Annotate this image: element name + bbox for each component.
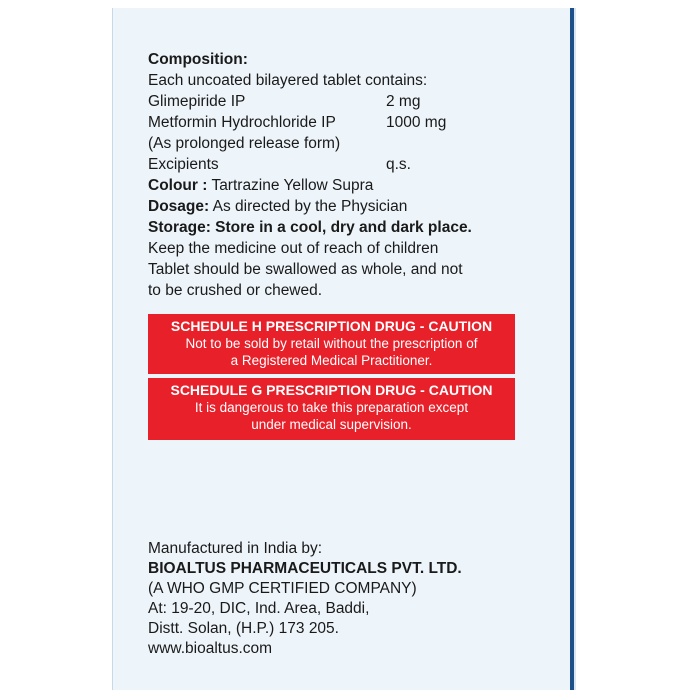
ingredient-amount: 2 mg xyxy=(386,93,421,110)
schedule-g-text: under medical supervision. xyxy=(251,417,412,432)
dosage-value: As directed by the Physician xyxy=(212,198,408,215)
schedule-h-caution-box xyxy=(148,314,515,374)
composition-heading: Composition: xyxy=(148,51,248,68)
ingredient-name: Glimepiride IP xyxy=(148,93,246,110)
panel-edge-highlight xyxy=(574,8,576,690)
colour-label: Colour : xyxy=(148,177,208,194)
excipients-name: Excipients xyxy=(148,156,219,173)
ingredient-row xyxy=(148,91,558,112)
manufacturer-website: www.bioaltus.com xyxy=(148,640,273,657)
ingredient-row xyxy=(148,112,558,133)
warning-line: Tablet should be swallowed as whole, and not xyxy=(148,261,463,278)
schedule-h-text: Not to be sold by retail without the prescription of xyxy=(185,336,478,351)
schedule-g-caution-box xyxy=(148,378,515,440)
ingredient-amount: 1000 mg xyxy=(386,114,447,131)
schedule-h-title: SCHEDULE H PRESCRIPTION DRUG - CAUTION xyxy=(170,318,493,334)
manufacturer-certification: (A WHO GMP CERTIFIED COMPANY) xyxy=(148,580,417,597)
ingredient-name: Metformin Hydrochloride IP xyxy=(148,114,336,131)
warning-line: to be crushed or chewed. xyxy=(148,282,323,299)
composition-intro: Each uncoated bilayered tablet contains: xyxy=(148,72,428,89)
schedule-h-text: a Registered Medical Practitioner. xyxy=(230,353,433,368)
storage-line: Storage: Store in a cool, dry and dark place. xyxy=(148,219,472,236)
dosage-label: Dosage: xyxy=(148,198,210,215)
manufacturer-address: At: 19-20, DIC, Ind. Area, Baddi, xyxy=(148,600,370,617)
warning-line: Keep the medicine out of reach of children xyxy=(148,240,439,257)
composition-section xyxy=(148,49,558,301)
manufacturer-section xyxy=(148,539,558,659)
schedule-g-title: SCHEDULE G PRESCRIPTION DRUG - CAUTION xyxy=(170,382,493,398)
schedule-g-text: It is dangerous to take this preparation except xyxy=(194,400,469,415)
release-note: (As prolonged release form) xyxy=(148,135,341,152)
excipients-amount: q.s. xyxy=(386,156,411,173)
colour-line xyxy=(148,175,558,196)
manufacturer-address: Distt. Solan, (H.P.) 173 205. xyxy=(148,620,339,637)
colour-value: Tartrazine Yellow Supra xyxy=(211,177,374,194)
excipients-row xyxy=(148,154,558,175)
manufacturer-company: BIOALTUS PHARMACEUTICALS PVT. LTD. xyxy=(148,560,462,577)
manufacturer-intro: Manufactured in India by: xyxy=(148,540,323,557)
dosage-line xyxy=(148,196,558,217)
